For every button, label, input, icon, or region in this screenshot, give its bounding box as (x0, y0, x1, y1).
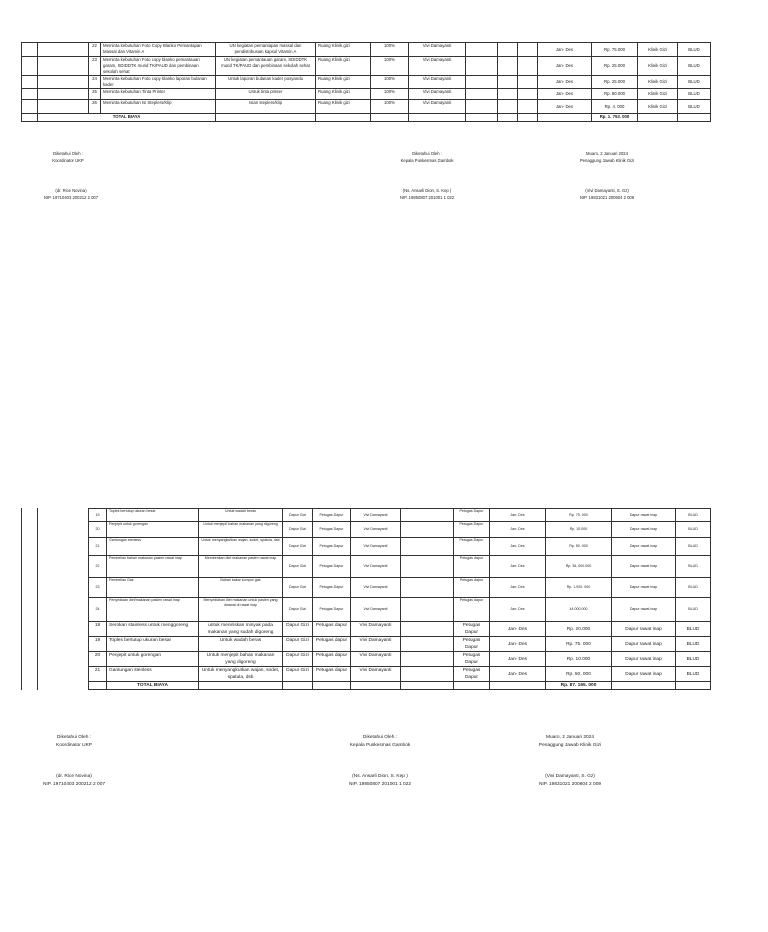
sign2-center-nip: NIP. 19850807 201001 1 022 (348, 782, 412, 787)
empty-cell (216, 114, 316, 122)
purpose-cell: Untuk tinta printer (216, 89, 316, 100)
period-cell: Jan- Des (490, 622, 546, 637)
cost-cell: Rp. 36. 000.000 (546, 556, 612, 578)
sign-right-line2: Penaggung Jawab Klinik Gizi (579, 158, 635, 163)
activity-cell: Gantungan stenless (107, 538, 199, 556)
sign-left-line1: Diketahui Oleh : (53, 151, 83, 156)
source-cell: BLUD (676, 598, 711, 622)
empty-cell (466, 76, 498, 89)
location-cell: Dapur Gizi (283, 652, 313, 667)
empty-cell (518, 76, 538, 89)
table-row (22, 76, 711, 89)
location-cell: Dapur Gizi (283, 538, 313, 556)
empty-cell (518, 89, 538, 100)
table-row (89, 522, 711, 538)
sign2-right-line2: Penaggung Jawab Klinik Gizi (538, 743, 602, 748)
signature-name-center-2 (330, 773, 430, 789)
period-cell: Jan- Des (490, 509, 546, 522)
table-row (89, 652, 711, 667)
cost-cell: Rp. 75. 000 (546, 637, 612, 652)
activity-cell: Meminta kebutuhan Isi Steplers/Klip (101, 100, 216, 114)
signature-block-left-2 (44, 734, 104, 750)
table-row (22, 100, 711, 114)
period-cell: Jan- Des (490, 538, 546, 556)
period-cell: Jan- Des (538, 76, 592, 89)
sign2-right-nip: NIP. 19831021 200604 2 009 (538, 782, 602, 787)
sign-right-nip: NIP. 19831021 200604 2 009 (579, 195, 635, 200)
empty-cell (498, 114, 518, 122)
total-label: TOTAL BIAYA (38, 114, 216, 122)
person-cell: Vivi Damayanti (351, 509, 401, 522)
executor-cell: Petugas Dapur (454, 509, 490, 522)
unit-cell: Klinik Gizi (638, 43, 678, 57)
table-row (89, 578, 711, 598)
source-cell: BLUD (676, 637, 711, 652)
signature-name-center (387, 187, 467, 201)
total-value: Rp. 1. 753. 000 (592, 114, 638, 122)
sign2-center-line1: Diketahui Oleh : (362, 735, 398, 740)
empty-cell (22, 114, 38, 122)
empty-cell (466, 57, 498, 76)
empty-cell (498, 100, 518, 114)
unit-cell: Dapur rawat inap (612, 538, 676, 556)
empty-cell (38, 76, 89, 89)
row-number: 24 (89, 76, 101, 89)
period-cell: Jan- Des (490, 522, 546, 538)
location-cell: Ruang Klinik gizi (316, 100, 371, 114)
person-cell: Vivi Damayanti (409, 76, 466, 89)
executor-cell: Petugas dapur (454, 556, 490, 578)
unit-cell: Dapur rawat inap (612, 652, 676, 667)
sign2-center-name: (Ns. Ansarli Dion, S. Kep ) (352, 774, 408, 779)
activity-cell: Meminta kebutuhan Foto Copy Blanko Pemantapan Massal dan Vitamin A (101, 43, 216, 57)
row-number: 25 (89, 89, 101, 100)
target-cell: Petugas Dapur (313, 509, 351, 522)
person-cell: Vivi Damayanti (351, 667, 401, 682)
table-row (89, 538, 711, 556)
executor-cell: Petugas Dapur (454, 622, 490, 637)
source-cell: BLUD (676, 509, 711, 522)
activity-cell: Meminta kebutuhan Foto copy blanko laporan bulanan kader (101, 76, 216, 89)
empty-cell (466, 114, 498, 122)
total-row (89, 682, 711, 690)
period-cell: Jan- Des (538, 57, 592, 76)
empty-cell (22, 100, 38, 114)
period-cell: Jan- Des (490, 667, 546, 682)
location-cell: Dapur Gizi (283, 578, 313, 598)
volume-cell: 100% (371, 89, 409, 100)
activity-cell: Meminta kebutuhan Foto copy blanko pemantauan garam, SDIDDTK murid TK/PAUD dan pembinaan sekolah sehat (101, 57, 216, 76)
purpose-cell: Untuk menyangkutkan wajan, sodet, spatula, dsb (199, 667, 283, 682)
row-number: 19 (89, 509, 107, 522)
location-cell: Ruang Klinik gizi (316, 76, 371, 89)
empty-cell (38, 89, 89, 100)
person-cell: Vivi Damayanti (351, 622, 401, 637)
person-cell: Vivi Damayanti (351, 522, 401, 538)
empty-cell (351, 682, 401, 690)
cost-cell: Rp. 10.000 (546, 652, 612, 667)
volume-cell: 100% (371, 57, 409, 76)
signature-name-left (36, 187, 106, 201)
empty-cell (401, 622, 454, 637)
unit-cell: Klinik Gizi (638, 89, 678, 100)
table-row (89, 556, 711, 578)
target-cell: Petugas dapur (313, 652, 351, 667)
empty-cell (498, 76, 518, 89)
empty-cell (401, 637, 454, 652)
unit-cell: Dapur rawat inap (612, 578, 676, 598)
source-cell: BLUD (678, 57, 711, 76)
signature-block-left (38, 150, 98, 164)
empty-cell (401, 556, 454, 578)
sign-left-line2: Koordinator UKP (52, 158, 84, 163)
signature-name-right-2 (520, 773, 620, 789)
period-cell: Jan- Des (538, 43, 592, 57)
activity-cell: Toples bertutup ukuran besar (107, 637, 199, 652)
row-number: 23 (89, 578, 107, 598)
source-cell: BLUD (676, 538, 711, 556)
target-cell: Petugas Dapur (313, 598, 351, 622)
sign2-center-line2: Kepala Puskesmas Gambok (349, 743, 411, 748)
empty-cell (466, 89, 498, 100)
executor-cell: Petugas Dapur (454, 667, 490, 682)
sign-right-line1: Muaro, 2 Januari 2024 (586, 151, 628, 156)
purpose-cell: Untuk wadah beras (199, 509, 283, 522)
empty-cell (316, 114, 371, 122)
target-cell: Petugas Dapur (313, 522, 351, 538)
location-cell: Dapur Gizi (283, 637, 313, 652)
sign-center-line2: Kepala Puskesmas Gambok (400, 158, 454, 163)
empty-cell (401, 598, 454, 622)
empty-cell (401, 578, 454, 598)
target-cell: Petugas dapur (313, 667, 351, 682)
empty-cell (518, 57, 538, 76)
empty-cell (454, 682, 490, 690)
source-cell: BLUD (676, 667, 711, 682)
period-cell: Jan- Des (538, 100, 592, 114)
sign2-right-line1: Muaro, 2 Januari 2024 (546, 735, 594, 740)
location-cell: Dapur Gizi (283, 556, 313, 578)
table-row (22, 89, 711, 100)
table-row (89, 598, 711, 622)
row-number: 24 (89, 598, 107, 622)
signature-block-center (387, 150, 467, 164)
row-number: 22 (89, 556, 107, 578)
source-cell: BLUD (678, 76, 711, 89)
person-cell: Vivi Damayanti (351, 578, 401, 598)
purpose-cell: Memberikan diet makanan pasien rawat inap (199, 556, 283, 578)
location-cell: Ruang Klinik gizi (316, 43, 371, 57)
location-cell: Dapur Gizi (283, 667, 313, 682)
activity-cell: Penjepit untuk gorengan (107, 652, 199, 667)
unit-cell: Dapur rawat inap (612, 556, 676, 578)
target-cell: Petugas dapur (313, 622, 351, 637)
empty-cell (466, 100, 498, 114)
cost-cell: 44.000.000 (546, 598, 612, 622)
location-cell: Dapur Gizi (283, 522, 313, 538)
row-number: 21 (89, 667, 107, 682)
unit-cell: Dapur rawat inap (612, 622, 676, 637)
empty-cell (313, 682, 351, 690)
purpose-cell: Untuk menyangkutkan wajan, sodet, spatula, dsb (199, 538, 283, 556)
cost-cell: Rp. 4. 000 (592, 100, 638, 114)
total-row (22, 114, 711, 122)
empty-cell (518, 100, 538, 114)
cost-cell: Rp. 50. 000 (546, 538, 612, 556)
source-cell: BLUD (676, 652, 711, 667)
empty-cell (678, 114, 711, 122)
person-cell: Vivi Damayanti (409, 89, 466, 100)
empty-cell (401, 667, 454, 682)
purpose-cell: Menyediakan diet makanan untuk pasien yang dirawat di rawat inap (199, 598, 283, 622)
row-number: 20 (89, 652, 107, 667)
source-cell: BLUD (678, 43, 711, 57)
empty-cell (498, 57, 518, 76)
empty-cell (38, 43, 89, 57)
activity-cell: Meminta kebutuhan Tinta Printer (101, 89, 216, 100)
person-cell: Vivi Damayanti (351, 556, 401, 578)
volume-cell: 100% (371, 43, 409, 57)
cost-cell: Rp. 20.000 (546, 622, 612, 637)
activity-cell: Gantungan stenless (107, 667, 199, 682)
executor-cell: Petugas dapur (454, 578, 490, 598)
purpose-cell: Untuk wadah beras (199, 637, 283, 652)
table-row (89, 667, 711, 682)
empty-cell (371, 114, 409, 122)
cost-cell: Rp. 50. 000 (546, 667, 612, 682)
empty-cell (490, 682, 546, 690)
purpose-cell: UN kegiatan pemantauan garam, SDIDDTK murid TK/PAUD dan pembinaan sekolah sehat (216, 57, 316, 76)
location-cell: Dapur Gizi (283, 622, 313, 637)
unit-cell: Dapur rawat inap (612, 509, 676, 522)
empty-cell (612, 682, 676, 690)
empty-cell (401, 652, 454, 667)
source-cell: BLUD (676, 556, 711, 578)
location-cell: Ruang Klinik gizi (316, 89, 371, 100)
purpose-cell: untuk meniriskan minyak pada makanan yang sudah digoreng (199, 622, 283, 637)
cost-cell: Rp. 80.000 (592, 89, 638, 100)
total-value: Rp. 87. 165. 000 (546, 682, 612, 690)
unit-cell: Klinik Gizi (638, 76, 678, 89)
cost-cell: Rp. 75. 000 (546, 509, 612, 522)
source-cell: BLUD (676, 522, 711, 538)
signature-block-right-2 (520, 734, 620, 750)
purpose-cell: Isian steplers/klip (216, 100, 316, 114)
sign2-right-name: (Vivi Damayanti, S. Gz) (545, 774, 595, 779)
signature-name-left-2 (34, 773, 114, 789)
activity-cell: Penyediaan diet/makanan pasien rawat inap (107, 598, 199, 622)
executor-cell: Petugas Dapur (454, 637, 490, 652)
row-number: 20 (89, 522, 107, 538)
unit-cell: Dapur rawat inap (612, 598, 676, 622)
activity-cell: Serokan stainless untuk menggoreng (107, 622, 199, 637)
row-number: 21 (89, 538, 107, 556)
row-number: 22 (89, 43, 101, 57)
target-cell: Petugas Dapur (313, 556, 351, 578)
period-cell: Jan- Des (490, 652, 546, 667)
total-label: TOTAL BIAYA (107, 682, 199, 690)
empty-cell (401, 682, 454, 690)
person-cell: Vivi Damayanti (351, 598, 401, 622)
target-cell: Petugas dapur (313, 637, 351, 652)
target-cell: Petugas Dapur (313, 538, 351, 556)
sign-left-nip: NIP. 19710403 200212 2 007 (43, 195, 99, 200)
person-cell: Vivi Damayanti (409, 100, 466, 114)
unit-cell: Klinik Gizi (638, 57, 678, 76)
table-row (22, 43, 711, 57)
sign-center-line1: Diketahui Oleh : (412, 151, 442, 156)
table-row (89, 509, 711, 522)
cost-cell: Rp. 10.000 (546, 522, 612, 538)
sign2-left-line2: Koordinator UKP (56, 743, 92, 748)
unit-cell: Klinik Gizi (638, 100, 678, 114)
empty-cell (22, 76, 38, 89)
empty-cell (466, 43, 498, 57)
sign2-left-nip: NIP. 19710403 200212 2 007 (42, 782, 106, 787)
activity-cell: Pembelian bahan makanan pasien rawat inap (107, 556, 199, 578)
table-left-border (21, 508, 22, 690)
purpose-cell: Untuk laporan bulanan kader posyandu (216, 76, 316, 89)
executor-cell: Petugas Dapur (454, 522, 490, 538)
period-cell: Jan- Des (490, 598, 546, 622)
budget-table-kitchen (88, 508, 711, 690)
empty-cell (676, 682, 711, 690)
source-cell: BLUD (678, 89, 711, 100)
person-cell: Vivi Damayanti (351, 538, 401, 556)
row-number: 26 (89, 100, 101, 114)
target-cell: Petugas Dapur (313, 578, 351, 598)
table-row (89, 637, 711, 652)
person-cell: Vivi Damayanti (409, 43, 466, 57)
volume-cell: 100% (371, 76, 409, 89)
empty-cell (498, 89, 518, 100)
period-cell: Jan- Des (490, 578, 546, 598)
budget-table-clinic (21, 42, 711, 122)
table-row (22, 57, 711, 76)
person-cell: Vivi Damayanti (351, 637, 401, 652)
cost-cell: Rp. 1.920. 000 (546, 578, 612, 598)
row-number: 19 (89, 637, 107, 652)
empty-cell (401, 509, 454, 522)
sign2-left-line1: Diketahui Oleh : (56, 735, 92, 740)
cost-cell: Rp. 75.000 (592, 43, 638, 57)
source-cell: BLUD (678, 100, 711, 114)
empty-cell (401, 522, 454, 538)
empty-cell (518, 43, 538, 57)
table-row (89, 622, 711, 637)
empty-cell (538, 114, 592, 122)
empty-cell (199, 682, 283, 690)
empty-cell (22, 43, 38, 57)
empty-cell (89, 682, 107, 690)
row-number: 18 (89, 622, 107, 637)
empty-cell (38, 100, 89, 114)
cost-cell: Rp. 25.000 (592, 57, 638, 76)
empty-cell (22, 89, 38, 100)
unit-cell: Dapur rawat inap (612, 667, 676, 682)
empty-cell (22, 57, 38, 76)
purpose-cell: Bahan bakar kompor gas (199, 578, 283, 598)
period-cell: Jan- Des (490, 556, 546, 578)
sign-right-name: (Vivi Damayanti, S. Gz) (585, 188, 629, 193)
empty-cell (401, 538, 454, 556)
sign-center-nip: NIP. 19850807 201001 1 022 (399, 195, 455, 200)
period-cell: Jan- Des (538, 89, 592, 100)
person-cell: Vivi Damayanti (351, 652, 401, 667)
purpose-cell: UN kegiatan pemantapan massal dan pendistribusian kapsul Vitamin A (216, 43, 316, 57)
purpose-cell: Untuk menjepit bahan makanan yang digoreng (199, 652, 283, 667)
empty-cell (638, 114, 678, 122)
activity-cell: Penjepit untuk gorengan (107, 522, 199, 538)
cost-cell: Rp. 25.000 (592, 76, 638, 89)
empty-cell (38, 57, 89, 76)
signature-name-right (567, 187, 647, 201)
source-cell: BLUD (676, 622, 711, 637)
source-cell: BLUD (676, 578, 711, 598)
table-left-border-inner (37, 508, 38, 690)
sign-center-name: (Ns. Ansarli Dion, S. Kep ) (402, 188, 452, 193)
location-cell: Dapur Gizi (283, 598, 313, 622)
signature-block-right (567, 150, 647, 164)
person-cell: Vivi Damayanti (409, 57, 466, 76)
sign2-left-name: (dr. Rice Novina) (56, 774, 92, 779)
unit-cell: Dapur rawat inap (612, 637, 676, 652)
executor-cell: Petugas dapur (454, 598, 490, 622)
empty-cell (518, 114, 538, 122)
executor-cell: Petugas Dapur (454, 538, 490, 556)
volume-cell: 100% (371, 100, 409, 114)
sign-left-name: (dr. Rice Novina) (55, 188, 87, 193)
activity-cell: Pembelian Gas (107, 578, 199, 598)
activity-cell: Toples bertutup ukuran besar (107, 509, 199, 522)
location-cell: Dapur Gizi (283, 509, 313, 522)
period-cell: Jan- Des (490, 637, 546, 652)
empty-cell (283, 682, 313, 690)
signature-block-center-2 (335, 734, 425, 750)
row-number: 23 (89, 57, 101, 76)
empty-cell (498, 43, 518, 57)
purpose-cell: Untuk menjepit bahan makanan yang digoreng (199, 522, 283, 538)
location-cell: Ruang Klinik gizi (316, 57, 371, 76)
empty-cell (409, 114, 466, 122)
executor-cell: Petugas Dapur (454, 652, 490, 667)
unit-cell: Dapur rawat inap (612, 522, 676, 538)
